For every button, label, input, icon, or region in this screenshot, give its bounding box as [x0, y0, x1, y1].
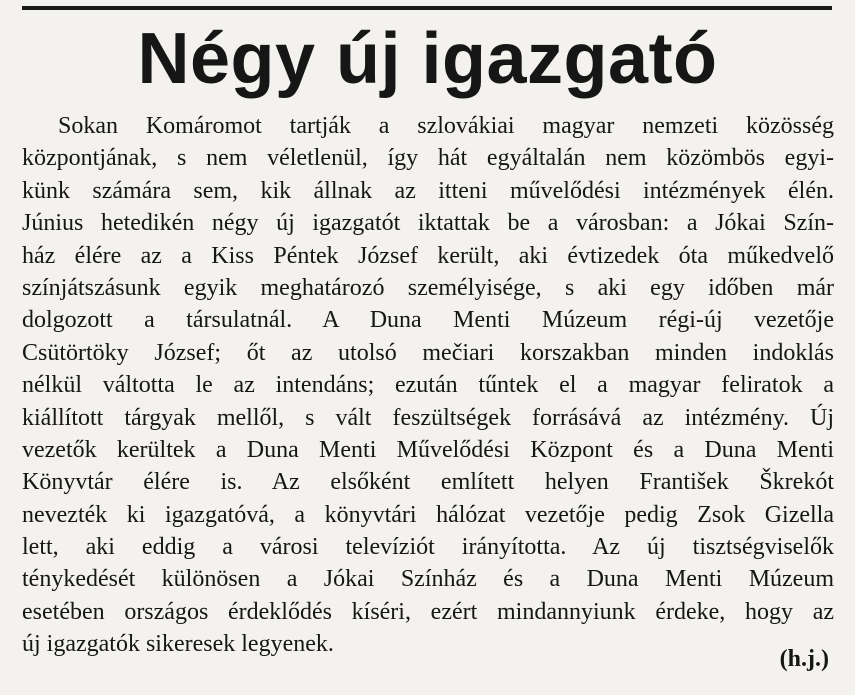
article-line: künk számára sem, kik állnak az itteni művelődési intézmények élén. — [22, 177, 834, 204]
author-signature: (h.j.) — [779, 646, 829, 672]
article-line: lett, aki eddig a városi televíziót irányította. Az új tisztségviselők — [22, 534, 834, 561]
article-line: Sokan Komáromot tartják a szlovákiai magyar nemzeti közösség — [58, 113, 834, 139]
article-headline: Négy új igazgató — [137, 19, 718, 99]
article-line: Könyvtár élére is. Az elsőként említett helyen František Škrekót — [22, 469, 834, 496]
article-body — [22, 110, 834, 661]
article-line: dolgozott a társulatnál. A Duna Menti Múzeum régi-új vezetője — [22, 307, 834, 334]
article-line: esetében országos érdeklődés kíséri, ezért mindannyiunk érdeke, hogy az — [22, 598, 834, 625]
article-line: színjátszásunk egyik meghatározó személyisége, s aki egy időben már — [22, 274, 834, 301]
article-line: vezetők kerültek a Duna Menti Művelődési Központ és a Duna Menti — [22, 436, 834, 463]
top-rule — [22, 6, 832, 10]
article-line: új igazgatók sikeresek legyenek. — [22, 631, 334, 658]
article-line: központjának, s nem véletlenül, így hát egyáltalán nem közömbös egyi- — [22, 145, 834, 172]
article-line: Június hetedikén négy új igazgatót iktattak be a városban: a Jókai Szín- — [22, 210, 834, 237]
article-line: kiállított tárgyak mellől, s vált feszültségek forrásává az intézmény. Új — [22, 404, 834, 431]
article-line: ház élére az a Kiss Péntek József került, aki évtizedek óta műkedvelő — [22, 242, 834, 269]
article-line: Csütörtöky József; őt az utolsó mečiari korszakban minden indoklás — [22, 339, 834, 366]
article-line: nevezték ki igazgatóvá, a könyvtári hálózat vezetője pedig Zsok Gizella — [22, 501, 834, 528]
article-line: ténykedését különösen a Jókai Színház és a Duna Menti Múzeum — [22, 566, 834, 593]
article-line: nélkül váltotta le az intendáns; ezután tűntek el a magyar feliratok a — [22, 372, 834, 399]
